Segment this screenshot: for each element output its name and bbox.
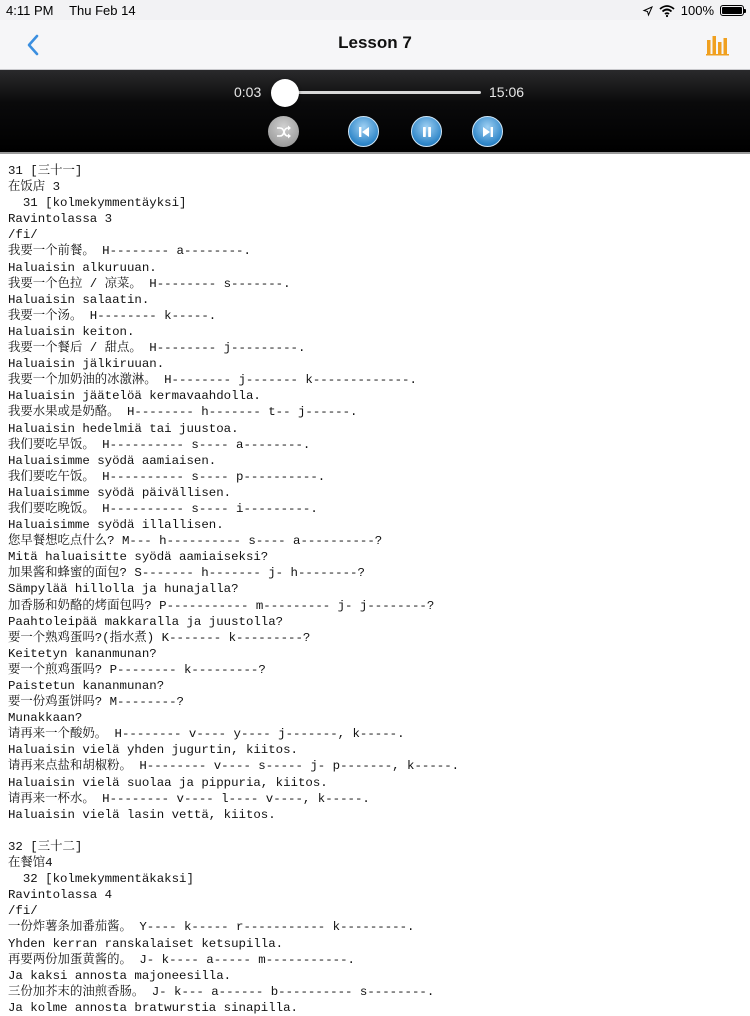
lesson-line: 在饭店 3 bbox=[8, 180, 61, 195]
lesson-line: 我们要吃早饭。 H---------- s---- a--------. bbox=[8, 437, 311, 452]
status-time: 4:11 PM bbox=[6, 3, 54, 18]
lesson-line: 我要一个餐后 / 甜点。 H-------- j---------. bbox=[8, 341, 306, 356]
lesson-line: 您早餐想吃点什么? M--- h---------- s---- a----------? bbox=[8, 534, 383, 549]
lesson-line: Yhden kerran ranskalaiset ketsupilla. bbox=[8, 936, 284, 951]
lesson-line: Haluaisimme syödä illallisen. bbox=[8, 518, 224, 533]
lesson-line: 31 [kolmekymmentäyksi] bbox=[8, 196, 187, 211]
shuffle-icon bbox=[276, 125, 292, 139]
lesson-line: 我们要吃晚饭。 H---------- s---- i---------. bbox=[8, 501, 318, 516]
lesson-line: Paistetun kananmunan? bbox=[8, 679, 165, 693]
lesson-line: Keitetyn kananmunan? bbox=[8, 646, 157, 661]
lesson-line: 请再来点盐和胡椒粉。 H-------- v---- s----- j- p-------, k-----. bbox=[8, 759, 460, 774]
battery-fill bbox=[722, 7, 742, 14]
lesson-line: 要一个熟鸡蛋吗?(指水煮) K------- k---------? bbox=[8, 630, 311, 645]
audio-player bbox=[0, 70, 750, 154]
lesson-line: 32 [kolmekymmentäkaksi] bbox=[8, 872, 194, 887]
status-left bbox=[6, 3, 136, 18]
lesson-line: Haluaisimme syödä päivällisen. bbox=[8, 485, 232, 500]
lesson-line: Ja kaksi annosta majoneesilla. bbox=[8, 968, 232, 983]
lesson-line: 三份加芥末的油煎香肠。 J- k--- a------ b---------- s--------. bbox=[8, 984, 435, 999]
status-bar bbox=[0, 0, 750, 20]
next-button[interactable] bbox=[472, 116, 503, 147]
lesson-line: /fi/ bbox=[8, 904, 38, 919]
lesson-line: Mitä haluaisitte syödä aamiaiseksi? bbox=[8, 550, 269, 565]
lesson-line: 加果酱和蜂蜜的面包? S------- h------- j- h--------? bbox=[8, 566, 365, 581]
lesson-line: Haluaisin jälkiruuan. bbox=[8, 357, 165, 372]
progress-slider-thumb[interactable] bbox=[271, 79, 299, 107]
page-title: Lesson 7 bbox=[338, 33, 412, 52]
lesson-line: Haluaisin vielä suolaa ja pippuria, kiitos. bbox=[8, 775, 328, 790]
lesson-line: 在餐馆4 bbox=[8, 856, 53, 871]
lesson-line: Ja kolme annosta bratwurstia sinapilla. bbox=[8, 1000, 298, 1015]
pause-button[interactable] bbox=[411, 116, 442, 147]
current-time: 0:03 bbox=[234, 84, 262, 100]
lesson-line: Ravintolassa 4 bbox=[8, 888, 113, 903]
lesson-line: 我要水果或是奶酪。 H-------- h------- t-- j------. bbox=[8, 405, 358, 420]
lesson-line: Haluaisin keiton. bbox=[8, 324, 135, 339]
lesson-line: Haluaisin hedelmiä tai juustoa. bbox=[8, 421, 239, 436]
previous-button[interactable] bbox=[348, 116, 379, 147]
statistics-button[interactable] bbox=[706, 32, 734, 58]
lesson-line: Sämpylää hillolla ja hunajalla? bbox=[8, 582, 239, 597]
pause-icon bbox=[420, 125, 434, 139]
status-date: Thu Feb 14 bbox=[69, 3, 136, 18]
lesson-line: Ravintolassa 3 bbox=[8, 212, 113, 227]
battery-icon bbox=[720, 5, 744, 16]
shuffle-button[interactable] bbox=[268, 116, 299, 147]
status-right bbox=[643, 3, 744, 18]
lesson-line: Haluaisin jäätelöä kermavaahdolla. bbox=[8, 389, 261, 404]
lesson-line: 我要一个色拉 / 凉菜。 H-------- s-------. bbox=[8, 276, 291, 291]
skip-previous-icon bbox=[357, 125, 371, 139]
lesson-line: 请再来一个酸奶。 H-------- v---- y---- j-------, k-----. bbox=[8, 727, 405, 742]
lesson-line: Haluaisin salaatin. bbox=[8, 292, 150, 307]
lesson-line: 我要一个前餐。 H-------- a--------. bbox=[8, 244, 251, 259]
lesson-line: 要一份鸡蛋饼吗? M--------? bbox=[8, 695, 184, 710]
skip-next-icon bbox=[481, 125, 495, 139]
lesson-line: 再要两份加蛋黄酱的。 J- k---- a----- m-----------. bbox=[8, 952, 355, 967]
total-time: 15:06 bbox=[489, 84, 525, 100]
lesson-line: 加香肠和奶酪的烤面包吗? P----------- m--------- j- j--------? bbox=[8, 598, 435, 613]
bar-chart-icon bbox=[706, 32, 732, 56]
lesson-line: 31 [三十一] bbox=[8, 164, 83, 178]
lesson-line: 我要一个汤。 H-------- k-----. bbox=[8, 308, 217, 323]
lesson-line: Haluaisin alkuruuan. bbox=[8, 260, 157, 275]
lesson-line: 我们要吃午饭。 H---------- s---- p----------. bbox=[8, 469, 326, 484]
lesson-text bbox=[8, 163, 742, 1015]
lesson-line: Haluaisin vielä yhden jugurtin, kiitos. bbox=[8, 743, 298, 758]
lesson-line: Munakkaan? bbox=[8, 711, 83, 726]
wifi-icon bbox=[659, 5, 675, 17]
progress-slider-track[interactable] bbox=[284, 91, 481, 94]
lesson-line: Haluaisin vielä lasin vettä, kiitos. bbox=[8, 807, 276, 822]
lesson-line: 一份炸薯条加番茄酱。 Y---- k----- r----------- k---------. bbox=[8, 920, 415, 935]
lesson-line: 请再来一杯水。 H-------- v---- l---- v----, k-----. bbox=[8, 791, 370, 806]
nav-bar bbox=[0, 20, 750, 70]
lesson-line: 我要一个加奶油的冰激淋。 H-------- j------- k-------------. bbox=[8, 373, 417, 388]
location-icon bbox=[643, 6, 653, 16]
lesson-line: 32 [三十二] bbox=[8, 839, 83, 854]
lesson-line bbox=[8, 823, 742, 839]
lesson-line: Paahtoleipää makkaralla ja juustolla? bbox=[8, 614, 284, 629]
lesson-line: /fi/ bbox=[8, 228, 38, 243]
lesson-line: 要一个煎鸡蛋吗? P-------- k---------? bbox=[8, 662, 266, 677]
lesson-line: Haluaisimme syödä aamiaisen. bbox=[8, 453, 217, 468]
battery-percent: 100% bbox=[680, 3, 714, 18]
